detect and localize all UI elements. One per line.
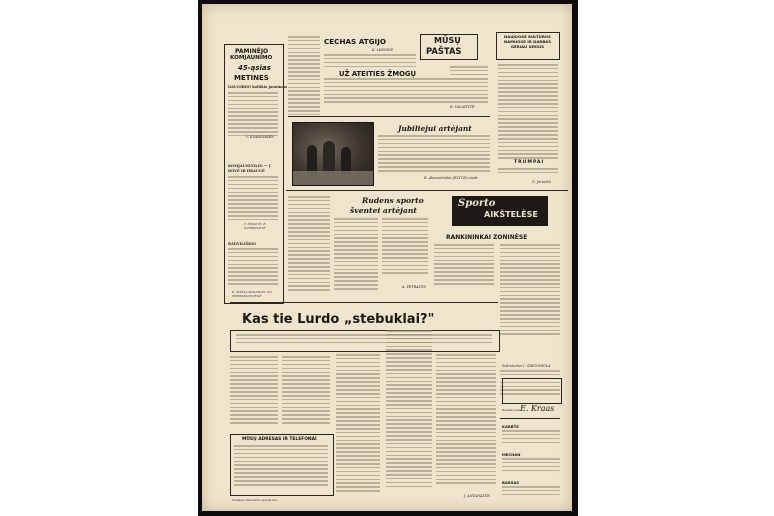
headline-ateities: UŽ ATEITIES ŽMOGŲ xyxy=(339,70,416,78)
newspaper-page xyxy=(202,4,572,511)
rudens-signature: A. PETRAITIS xyxy=(402,285,426,289)
redaktorius-label: Redaktorius xyxy=(502,408,521,412)
right-top-text-2 xyxy=(498,168,558,180)
headline-pamiinejo-3: 45-ąsias xyxy=(238,64,271,72)
headline-rudens-2: šventei artėjant xyxy=(350,206,417,215)
right-bottom-rule xyxy=(500,418,560,419)
musu-pastas-line1: MŪSŲ xyxy=(434,36,461,45)
left-text-2 xyxy=(228,176,278,224)
right-header: NAUJUOSE KULTŪROS NAMUOSE IR DARBAS GERIAU SEKSIS xyxy=(503,34,552,49)
lurdo-col-1 xyxy=(230,356,278,430)
lurdo-col-2 xyxy=(282,356,330,430)
cechas-col-1 xyxy=(288,36,320,118)
sporto-title: AIKŠTELĖSE xyxy=(484,210,538,219)
left-signature-c: R. MAŽALAKAUSKAS, VO. MERKMINUVIENĖ xyxy=(232,290,273,298)
lurdo-col-4 xyxy=(386,330,432,500)
jubiliejus-signature: R. Akinavičiūtės (ELTOS) nuotr. xyxy=(424,176,479,180)
ateities-signature: R. VALAITYTĖ xyxy=(450,105,475,109)
sporto-signature: Sekretorius I. GRIGONIOLA xyxy=(502,364,551,368)
right-bottom-item3: BARŠAS xyxy=(502,480,520,485)
mid-rule xyxy=(286,190,568,191)
right-bottom-item2: MECHAN xyxy=(502,452,521,457)
right-notice-box xyxy=(502,378,562,404)
left-text-1 xyxy=(228,92,278,136)
lurdo-col-3 xyxy=(336,354,380,504)
jubiliejus-text xyxy=(378,135,490,175)
left-signature-a: V. KVARDLEIEN xyxy=(246,135,274,139)
left-sub1: KOMJAUNUOLIO — Į DOVĖ IR DRAUGĖ xyxy=(228,164,271,173)
headline-lurdo: Kas tie Lurdo „stebuklai?" xyxy=(242,312,435,327)
left-sub2: RADVILIŠKIO xyxy=(228,242,257,246)
musu-pastas-line2: PAŠTAS xyxy=(426,46,462,56)
jubiliejus-rule xyxy=(288,116,490,117)
ateities-text xyxy=(324,78,488,104)
right-bottom-text-3 xyxy=(502,486,560,500)
sporto-subtitle: RANKININKAI ZONINĖSE xyxy=(446,234,528,241)
cechas-signature: K. LIMONIS xyxy=(372,48,394,52)
rudens-col-3 xyxy=(382,218,428,280)
sporto-logo-text: Sporto xyxy=(458,198,496,209)
left-text-3 xyxy=(228,248,278,288)
sporto-col-1 xyxy=(434,244,494,288)
jubiliejus-photo xyxy=(292,122,374,186)
lurdo-col-5 xyxy=(436,354,496,494)
rudens-col-1 xyxy=(288,196,330,296)
adresas-title: MŪSŲ ADRESAS IR TELEFONAI xyxy=(242,437,317,442)
sporto-col-2 xyxy=(500,244,560,340)
left-signature-b: V. ŠIMAITĖ, R. GUMBINAITĖ xyxy=(244,222,267,230)
headline-pamiinejo-1: PAMINĖJO xyxy=(235,48,269,55)
lurdo-rule xyxy=(230,302,498,303)
rudens-col-2 xyxy=(334,218,378,294)
headline-jubiliejus: Jubiliejui artėjant xyxy=(398,124,472,133)
right-bottom-text-2 xyxy=(502,458,560,476)
adresas-text xyxy=(234,445,328,491)
right-top-signature-2: G. Juravičė xyxy=(532,180,551,184)
cechas-col-2 xyxy=(324,54,416,70)
right-bottom-item1: KARBTE xyxy=(502,424,519,429)
headline-rudens-1: Rudens sporto xyxy=(362,196,424,205)
ateities-side xyxy=(450,66,488,78)
right-top-text xyxy=(498,64,558,162)
redaktorius-signature: E. Kraas xyxy=(520,404,555,413)
right-top-signature: TRUMPAI xyxy=(514,160,545,165)
right-bottom-text-1 xyxy=(502,430,560,448)
headline-pamiinejo-4: METINES xyxy=(234,74,269,82)
left-intro: DAUGIRDO kolūkio jaunimas xyxy=(228,85,288,89)
headline-cechas: CECHAS ATGIJO xyxy=(324,37,386,46)
headline-pamiinejo-2: KOMJAUNIMO xyxy=(230,55,273,61)
adresas-footer: Užsakas Panevėžio spaustuvė xyxy=(232,498,278,502)
lurdo-signature: J. ANTANAITIS xyxy=(464,494,490,498)
lurdo-lead xyxy=(236,334,492,348)
